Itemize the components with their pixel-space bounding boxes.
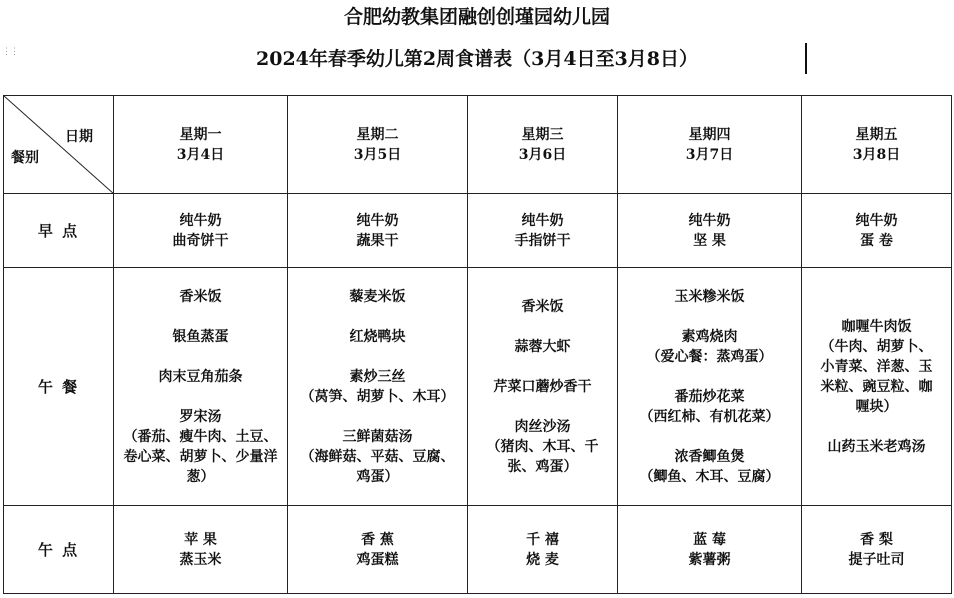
dish-note: （番茄、瘦牛肉、土豆、 xyxy=(123,428,278,445)
food-item: 烧 麦 xyxy=(526,551,559,568)
date: 3月6日 xyxy=(518,146,567,163)
breakfast-cell-tue xyxy=(288,194,468,268)
breakfast-cell-mon xyxy=(114,194,288,268)
food-item: 苹 果 xyxy=(184,531,217,548)
dish: 素炒三丝 xyxy=(349,368,406,385)
corner-date-label: 日期 xyxy=(65,129,93,145)
meal-label-snack: 午 点 xyxy=(4,506,114,594)
page-title: 合肥幼教集团融创创瑾园幼儿园 xyxy=(343,6,610,28)
food-item: 纯牛奶 xyxy=(855,212,898,229)
lunch-cell-wed xyxy=(468,268,618,506)
breakfast-cell-wed xyxy=(468,194,618,268)
food-item: 纯牛奶 xyxy=(688,212,731,229)
day-header-fri xyxy=(802,96,952,194)
dish: 咖喱牛肉饭 xyxy=(841,318,912,335)
menu-table xyxy=(3,95,952,594)
breakfast-cell-fri xyxy=(802,194,952,268)
dish: 芹菜口蘑炒香干 xyxy=(493,378,592,395)
food-item: 手指饼干 xyxy=(514,232,571,249)
food-item: 香 梨 xyxy=(860,531,893,548)
dish-note: 张、鸡蛋） xyxy=(507,458,578,475)
day-header-mon xyxy=(114,96,288,194)
dish: 玉米糁米饭 xyxy=(674,288,745,305)
dish-note: （猪肉、木耳、千 xyxy=(486,438,599,455)
food-item: 鸡蛋糕 xyxy=(356,551,399,568)
day-header-wed xyxy=(468,96,618,194)
food-item: 纯牛奶 xyxy=(179,212,222,229)
table-header-row xyxy=(4,96,952,194)
dish: 香米饭 xyxy=(179,288,222,305)
corner-meal-label: 餐别 xyxy=(11,150,39,166)
day-header-tue xyxy=(288,96,468,194)
date: 3月4日 xyxy=(176,146,225,163)
day-header-thu xyxy=(618,96,802,194)
dish-note: （鲫鱼、木耳、豆腐） xyxy=(639,468,780,485)
lunch-cell-fri xyxy=(802,268,952,506)
dish: 蒜蓉大虾 xyxy=(514,338,571,355)
snack-cell-tue xyxy=(288,506,468,594)
food-item: 纯牛奶 xyxy=(356,212,399,229)
dish: 银鱼蒸蛋 xyxy=(172,328,229,345)
food-item: 蔬果干 xyxy=(356,232,399,249)
lunch-row xyxy=(4,268,952,506)
food-item: 蓝 莓 xyxy=(693,531,726,548)
food-item: 坚 果 xyxy=(693,232,726,249)
dish-note: 米粒、豌豆粒、咖 xyxy=(820,378,933,395)
meal-label-lunch: 午 餐 xyxy=(4,268,114,506)
lunch-cell-mon xyxy=(114,268,288,506)
lunch-cell-thu xyxy=(618,268,802,506)
meal-label-breakfast: 早 点 xyxy=(4,194,114,268)
dish-note: 喱块） xyxy=(855,398,898,415)
food-item: 蛋 卷 xyxy=(860,232,893,249)
dish-note: （牛肉、胡萝卜、 xyxy=(820,338,933,355)
corner-diagonal xyxy=(4,96,114,194)
snack-row xyxy=(4,506,952,594)
dish: 红烧鸭块 xyxy=(349,328,406,345)
dish: 三鲜菌菇汤 xyxy=(342,428,413,445)
dish-note: （海鲜菇、平菇、豆腐、 xyxy=(300,448,455,465)
dish-note: 卷心菜、胡萝卜、少量洋 xyxy=(123,448,278,465)
dish-note: 小青菜、洋葱、玉 xyxy=(820,358,933,375)
weekday: 星期三 xyxy=(521,126,564,143)
weekday: 星期五 xyxy=(855,126,898,143)
snack-cell-wed xyxy=(468,506,618,594)
dish-note: 葱） xyxy=(186,468,215,485)
dish: 肉末豆角茄条 xyxy=(158,368,243,385)
dish-note: （西红柿、有机花菜） xyxy=(639,408,780,425)
dish-note: （莴笋、胡萝卜、木耳） xyxy=(300,388,455,405)
dish-note: （爱心餐：蒸鸡蛋） xyxy=(646,348,773,365)
snack-cell-fri xyxy=(802,506,952,594)
date: 3月8日 xyxy=(852,146,901,163)
food-item: 提子吐司 xyxy=(848,551,905,568)
weekday: 星期二 xyxy=(356,126,399,143)
dish: 番茄炒花菜 xyxy=(674,388,745,405)
food-item: 曲奇饼干 xyxy=(172,232,229,249)
date: 3月7日 xyxy=(685,146,734,163)
food-item: 紫薯粥 xyxy=(688,551,731,568)
snack-cell-thu xyxy=(618,506,802,594)
breakfast-row xyxy=(4,194,952,268)
dish: 藜麦米饭 xyxy=(349,288,406,305)
dish: 山药玉米老鸡汤 xyxy=(827,438,926,455)
page-subtitle: 2024年春季幼儿第2周食谱表（3月4日至3月8日） xyxy=(256,48,698,70)
text-cursor xyxy=(805,43,807,74)
food-item: 纯牛奶 xyxy=(521,212,564,229)
dish-note: 鸡蛋） xyxy=(356,468,399,485)
dish: 肉丝沙汤 xyxy=(514,418,571,435)
weekday: 星期一 xyxy=(179,126,222,143)
food-item: 蒸玉米 xyxy=(179,551,222,568)
date: 3月5日 xyxy=(353,146,402,163)
dish: 浓香鲫鱼煲 xyxy=(674,448,745,465)
food-item: 千 禧 xyxy=(526,531,559,548)
corner-cell xyxy=(4,96,114,194)
food-item: 香 蕉 xyxy=(361,531,394,548)
weekday: 星期四 xyxy=(688,126,731,143)
breakfast-cell-thu xyxy=(618,194,802,268)
table-move-handle[interactable]: ⋮⋮ xyxy=(2,47,18,57)
dish: 香米饭 xyxy=(521,298,564,315)
snack-cell-mon xyxy=(114,506,288,594)
dish: 罗宋汤 xyxy=(179,408,222,425)
lunch-cell-tue xyxy=(288,268,468,506)
dish: 素鸡烧肉 xyxy=(681,328,738,345)
